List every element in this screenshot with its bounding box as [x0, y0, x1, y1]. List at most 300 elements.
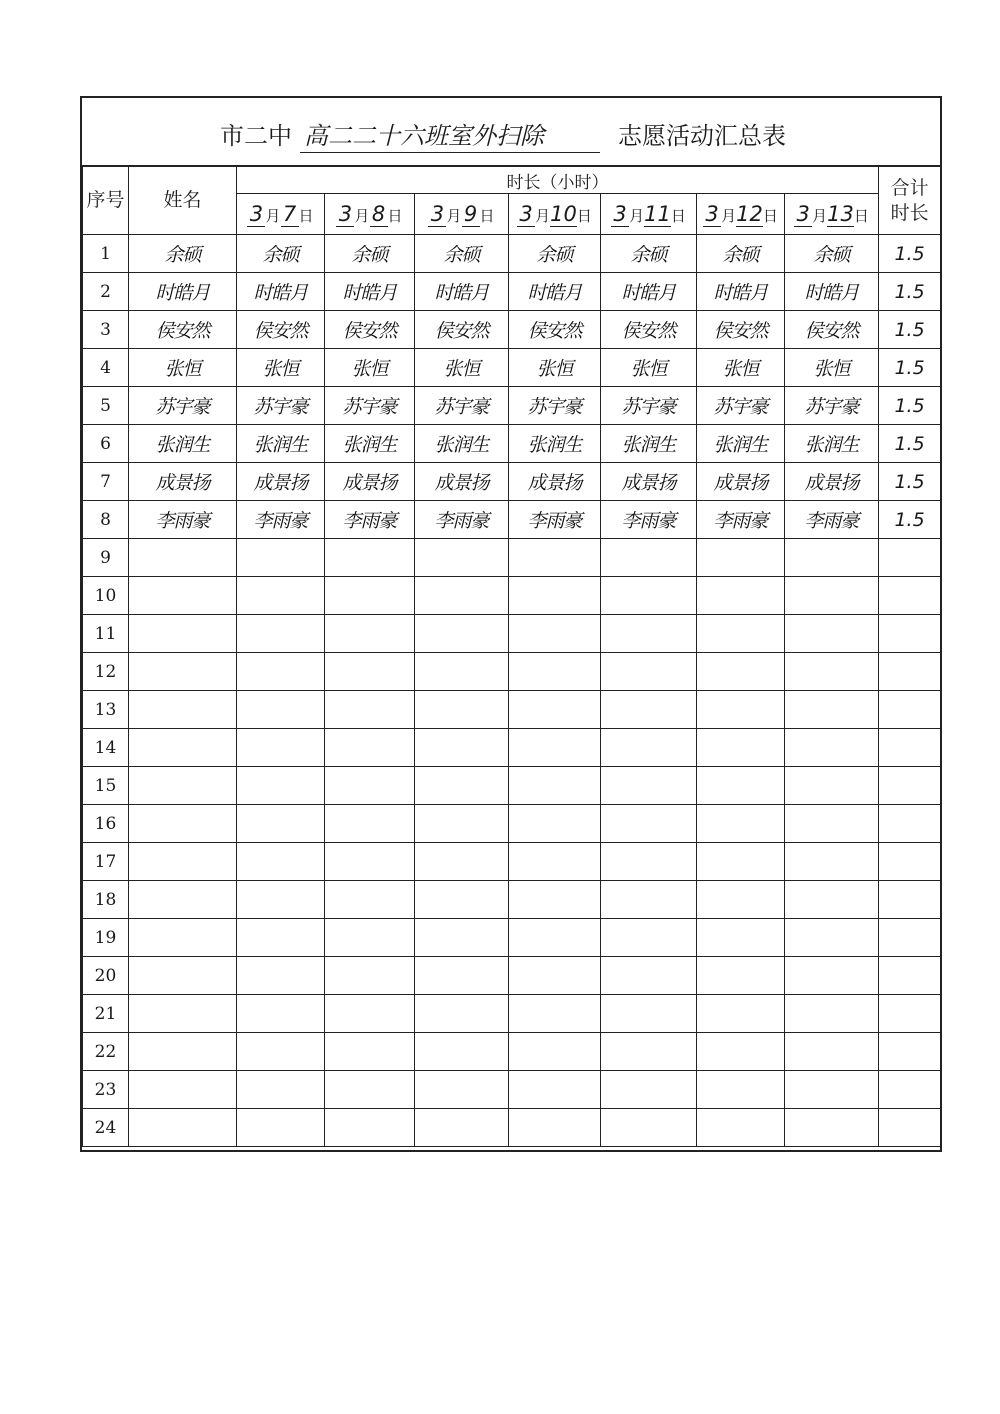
signature-cell	[325, 995, 415, 1033]
signature-cell	[237, 957, 325, 995]
signature-cell	[697, 995, 785, 1033]
row-index: 23	[83, 1071, 129, 1109]
date-month: 3	[794, 202, 812, 227]
header-date	[601, 194, 697, 235]
row-total: 1.5	[879, 463, 941, 501]
signature-cell	[697, 843, 785, 881]
table-row	[83, 653, 941, 691]
row-name	[129, 1109, 237, 1147]
table-row	[83, 425, 941, 463]
row-total	[879, 577, 941, 615]
signature-cell	[697, 729, 785, 767]
table-row	[83, 995, 941, 1033]
table-row	[83, 1033, 941, 1071]
date-month: 3	[611, 202, 629, 227]
signature-cell	[325, 843, 415, 881]
row-name: 成景扬	[129, 463, 237, 501]
signature-cell	[415, 919, 509, 957]
signature-cell	[325, 1033, 415, 1071]
row-name	[129, 539, 237, 577]
row-name: 侯安然	[129, 311, 237, 349]
header-total	[879, 167, 941, 235]
signature-cell	[325, 729, 415, 767]
signature-cell	[601, 995, 697, 1033]
signature-cell	[325, 767, 415, 805]
signature-cell	[237, 843, 325, 881]
signature-cell: 张恒	[785, 349, 879, 387]
signature-cell: 张润生	[415, 425, 509, 463]
signature-cell	[509, 691, 601, 729]
date-day: 9	[462, 202, 480, 227]
date-month: 3	[336, 202, 354, 227]
signature-cell	[785, 539, 879, 577]
day-char: 日	[576, 206, 592, 225]
signature-cell	[509, 767, 601, 805]
row-total	[879, 539, 941, 577]
signature-cell	[237, 1109, 325, 1147]
date-day: 11	[644, 201, 671, 226]
signature-cell	[415, 691, 509, 729]
row-index: 6	[83, 425, 129, 463]
signature-cell: 李雨豪	[509, 501, 601, 539]
table-row	[83, 805, 941, 843]
table-row	[83, 463, 941, 501]
row-name	[129, 1033, 237, 1071]
row-index: 9	[83, 539, 129, 577]
row-name	[129, 691, 237, 729]
signature-cell	[697, 1071, 785, 1109]
signature-cell: 李雨豪	[325, 501, 415, 539]
signature-cell	[785, 577, 879, 615]
month-char: 月	[535, 206, 551, 225]
signature-cell	[509, 653, 601, 691]
signature-cell: 李雨豪	[697, 501, 785, 539]
month-char: 月	[721, 206, 737, 225]
signature-cell	[415, 881, 509, 919]
signature-cell: 苏宇豪	[601, 387, 697, 425]
row-name: 时皓月	[129, 273, 237, 311]
signature-cell: 苏宇豪	[785, 387, 879, 425]
signature-cell: 时皓月	[325, 273, 415, 311]
signature-cell	[601, 1033, 697, 1071]
row-index: 11	[83, 615, 129, 653]
table-row	[83, 691, 941, 729]
signature-cell	[415, 767, 509, 805]
table-row	[83, 501, 941, 539]
row-index: 4	[83, 349, 129, 387]
signature-cell: 苏宇豪	[697, 387, 785, 425]
signature-cell: 侯安然	[697, 311, 785, 349]
month-char: 月	[629, 206, 645, 225]
signature-cell	[601, 805, 697, 843]
signature-cell	[601, 615, 697, 653]
title-row	[82, 98, 940, 166]
signature-cell	[785, 805, 879, 843]
signature-cell	[237, 995, 325, 1033]
signature-cell: 成景扬	[697, 463, 785, 501]
row-name	[129, 729, 237, 767]
row-index: 8	[83, 501, 129, 539]
row-index: 3	[83, 311, 129, 349]
signature-cell: 成景扬	[237, 463, 325, 501]
signature-cell: 余硕	[601, 235, 697, 273]
row-name	[129, 919, 237, 957]
table-row	[83, 235, 941, 273]
signature-cell: 余硕	[785, 235, 879, 273]
signature-cell	[237, 691, 325, 729]
signature-cell	[785, 843, 879, 881]
signature-cell	[697, 957, 785, 995]
signature-cell	[415, 539, 509, 577]
signature-cell	[785, 957, 879, 995]
date-day: 10	[550, 201, 577, 226]
row-index: 18	[83, 881, 129, 919]
date-month: 3	[703, 202, 721, 227]
signature-cell: 侯安然	[325, 311, 415, 349]
day-char: 日	[298, 206, 314, 225]
table-row	[83, 957, 941, 995]
title-filled-activity: 高二二十六班室外扫除	[304, 122, 544, 150]
table-row	[83, 387, 941, 425]
table-row	[83, 311, 941, 349]
signature-cell	[237, 729, 325, 767]
row-name	[129, 881, 237, 919]
table-row	[83, 349, 941, 387]
signature-cell: 张润生	[785, 425, 879, 463]
signature-cell	[697, 577, 785, 615]
row-total	[879, 995, 941, 1033]
row-name	[129, 843, 237, 881]
row-index: 19	[83, 919, 129, 957]
signature-cell	[785, 995, 879, 1033]
row-total	[879, 881, 941, 919]
signature-cell	[601, 957, 697, 995]
row-name	[129, 995, 237, 1033]
row-index: 21	[83, 995, 129, 1033]
summary-table	[82, 166, 941, 1147]
signature-cell: 张恒	[415, 349, 509, 387]
signature-cell: 张润生	[237, 425, 325, 463]
signature-cell	[237, 615, 325, 653]
signature-cell: 侯安然	[785, 311, 879, 349]
date-month: 3	[428, 202, 446, 227]
month-char: 月	[354, 206, 370, 225]
signature-cell	[237, 539, 325, 577]
date-day: 7	[281, 202, 299, 227]
signature-cell	[601, 843, 697, 881]
month-char: 月	[265, 206, 281, 225]
header-date	[325, 194, 415, 235]
date-month: 3	[517, 202, 535, 227]
signature-cell	[325, 539, 415, 577]
row-index: 12	[83, 653, 129, 691]
signature-cell: 时皓月	[601, 273, 697, 311]
signature-cell	[697, 539, 785, 577]
row-total: 1.5	[879, 501, 941, 539]
signature-cell: 张润生	[601, 425, 697, 463]
row-total	[879, 1109, 941, 1147]
signature-cell	[601, 1071, 697, 1109]
signature-cell: 侯安然	[415, 311, 509, 349]
signature-cell	[697, 1109, 785, 1147]
signature-cell: 张润生	[325, 425, 415, 463]
row-total: 1.5	[879, 349, 941, 387]
signature-cell: 侯安然	[601, 311, 697, 349]
signature-cell: 余硕	[237, 235, 325, 273]
signature-cell: 苏宇豪	[237, 387, 325, 425]
table-row	[83, 1071, 941, 1109]
date-month: 3	[247, 202, 265, 227]
signature-cell	[415, 615, 509, 653]
signature-cell	[325, 1109, 415, 1147]
row-name	[129, 957, 237, 995]
signature-cell	[601, 881, 697, 919]
signature-cell	[415, 1071, 509, 1109]
signature-cell	[509, 1033, 601, 1071]
row-index: 14	[83, 729, 129, 767]
row-name: 李雨豪	[129, 501, 237, 539]
title-underline	[300, 152, 600, 153]
signature-cell	[509, 1109, 601, 1147]
signature-cell	[509, 957, 601, 995]
signature-cell: 张恒	[325, 349, 415, 387]
row-index: 16	[83, 805, 129, 843]
row-total	[879, 957, 941, 995]
row-total: 1.5	[879, 311, 941, 349]
signature-cell	[785, 1109, 879, 1147]
signature-cell: 苏宇豪	[415, 387, 509, 425]
row-name: 余硕	[129, 235, 237, 273]
row-total	[879, 729, 941, 767]
signature-cell	[509, 1071, 601, 1109]
signature-cell	[415, 843, 509, 881]
table-row	[83, 767, 941, 805]
row-index: 2	[83, 273, 129, 311]
signature-cell	[785, 691, 879, 729]
row-total	[879, 653, 941, 691]
row-name: 张恒	[129, 349, 237, 387]
signature-cell	[509, 843, 601, 881]
signature-cell: 时皓月	[237, 273, 325, 311]
row-index: 7	[83, 463, 129, 501]
signature-cell: 李雨豪	[601, 501, 697, 539]
signature-cell: 张恒	[509, 349, 601, 387]
row-index: 10	[83, 577, 129, 615]
signature-cell: 余硕	[509, 235, 601, 273]
signature-cell	[325, 653, 415, 691]
row-name: 苏宇豪	[129, 387, 237, 425]
row-total	[879, 805, 941, 843]
header-total-line2: 时长	[890, 201, 929, 224]
signature-cell	[325, 805, 415, 843]
row-total	[879, 615, 941, 653]
row-name	[129, 767, 237, 805]
signature-cell: 李雨豪	[415, 501, 509, 539]
signature-cell: 余硕	[325, 235, 415, 273]
signature-cell	[509, 881, 601, 919]
signature-cell: 时皓月	[415, 273, 509, 311]
signature-cell	[601, 729, 697, 767]
signature-cell	[601, 539, 697, 577]
row-name	[129, 615, 237, 653]
day-char: 日	[670, 206, 686, 225]
row-index: 13	[83, 691, 129, 729]
signature-cell	[697, 615, 785, 653]
row-total: 1.5	[879, 273, 941, 311]
signature-cell	[237, 919, 325, 957]
signature-cell	[325, 881, 415, 919]
signature-cell	[697, 653, 785, 691]
signature-cell: 余硕	[697, 235, 785, 273]
row-name	[129, 577, 237, 615]
signature-cell: 李雨豪	[237, 501, 325, 539]
signature-cell	[237, 1071, 325, 1109]
signature-cell	[237, 881, 325, 919]
signature-cell	[415, 653, 509, 691]
table-row	[83, 843, 941, 881]
header-date	[509, 194, 601, 235]
signature-cell	[509, 995, 601, 1033]
row-total	[879, 919, 941, 957]
row-total	[879, 1071, 941, 1109]
signature-cell	[697, 767, 785, 805]
signature-cell: 张润生	[509, 425, 601, 463]
signature-cell: 余硕	[415, 235, 509, 273]
signature-cell	[415, 805, 509, 843]
signature-cell	[325, 919, 415, 957]
row-total	[879, 1033, 941, 1071]
signature-cell	[325, 615, 415, 653]
signature-cell	[785, 1071, 879, 1109]
signature-cell	[697, 691, 785, 729]
month-char: 月	[446, 206, 462, 225]
signature-cell	[237, 577, 325, 615]
signature-cell	[325, 691, 415, 729]
row-total: 1.5	[879, 425, 941, 463]
row-total	[879, 843, 941, 881]
table-row	[83, 919, 941, 957]
signature-cell: 成景扬	[415, 463, 509, 501]
volunteer-summary-sheet	[80, 96, 942, 1152]
signature-cell: 时皓月	[697, 273, 785, 311]
row-index: 20	[83, 957, 129, 995]
signature-cell: 成景扬	[601, 463, 697, 501]
signature-cell	[697, 919, 785, 957]
table-row	[83, 1109, 941, 1147]
signature-cell	[415, 577, 509, 615]
row-name	[129, 1071, 237, 1109]
signature-cell	[509, 805, 601, 843]
signature-cell: 时皓月	[509, 273, 601, 311]
signature-cell	[785, 767, 879, 805]
row-name	[129, 653, 237, 691]
title-prefix: 市二中	[220, 122, 292, 150]
signature-cell	[697, 805, 785, 843]
signature-cell	[601, 577, 697, 615]
signature-cell	[325, 577, 415, 615]
signature-cell	[415, 1109, 509, 1147]
signature-cell	[415, 995, 509, 1033]
table-row	[83, 539, 941, 577]
signature-cell	[237, 767, 325, 805]
signature-cell	[509, 919, 601, 957]
row-total	[879, 767, 941, 805]
row-index: 17	[83, 843, 129, 881]
signature-cell: 张恒	[601, 349, 697, 387]
signature-cell: 张润生	[697, 425, 785, 463]
date-day: 8	[370, 202, 388, 227]
signature-cell	[601, 767, 697, 805]
signature-cell	[237, 1033, 325, 1071]
signature-cell	[509, 729, 601, 767]
header-date	[697, 194, 785, 235]
signature-cell: 张恒	[697, 349, 785, 387]
signature-cell: 时皓月	[785, 273, 879, 311]
signature-cell	[601, 919, 697, 957]
date-day: 13	[827, 201, 854, 226]
signature-cell	[601, 653, 697, 691]
signature-cell	[697, 1033, 785, 1071]
signature-cell: 成景扬	[509, 463, 601, 501]
day-char: 日	[853, 206, 869, 225]
signature-cell	[601, 691, 697, 729]
signature-cell	[325, 1071, 415, 1109]
signature-cell	[785, 1033, 879, 1071]
day-char: 日	[762, 206, 778, 225]
row-total	[879, 691, 941, 729]
signature-cell: 侯安然	[509, 311, 601, 349]
header-date	[415, 194, 509, 235]
signature-cell	[697, 881, 785, 919]
signature-cell	[237, 653, 325, 691]
table-row	[83, 273, 941, 311]
month-char: 月	[812, 206, 828, 225]
row-index: 1	[83, 235, 129, 273]
table-row	[83, 729, 941, 767]
signature-cell	[785, 653, 879, 691]
signature-cell: 苏宇豪	[325, 387, 415, 425]
signature-cell	[415, 957, 509, 995]
row-index: 22	[83, 1033, 129, 1071]
signature-cell	[237, 805, 325, 843]
signature-cell: 成景扬	[785, 463, 879, 501]
signature-cell: 成景扬	[325, 463, 415, 501]
signature-cell	[785, 881, 879, 919]
signature-cell	[601, 1109, 697, 1147]
row-name	[129, 805, 237, 843]
signature-cell: 张恒	[237, 349, 325, 387]
date-day: 12	[736, 201, 763, 226]
signature-cell	[785, 919, 879, 957]
row-index: 15	[83, 767, 129, 805]
header-date	[237, 194, 325, 235]
signature-cell: 李雨豪	[785, 501, 879, 539]
signature-cell: 苏宇豪	[509, 387, 601, 425]
signature-cell	[509, 577, 601, 615]
table-row	[83, 577, 941, 615]
day-char: 日	[479, 206, 495, 225]
row-total: 1.5	[879, 387, 941, 425]
signature-cell	[415, 729, 509, 767]
signature-cell: 侯安然	[237, 311, 325, 349]
signature-cell	[785, 729, 879, 767]
signature-cell	[509, 539, 601, 577]
table-row	[83, 615, 941, 653]
header-date	[785, 194, 879, 235]
row-name: 张润生	[129, 425, 237, 463]
header-name: 姓名	[129, 167, 237, 235]
table-row	[83, 881, 941, 919]
